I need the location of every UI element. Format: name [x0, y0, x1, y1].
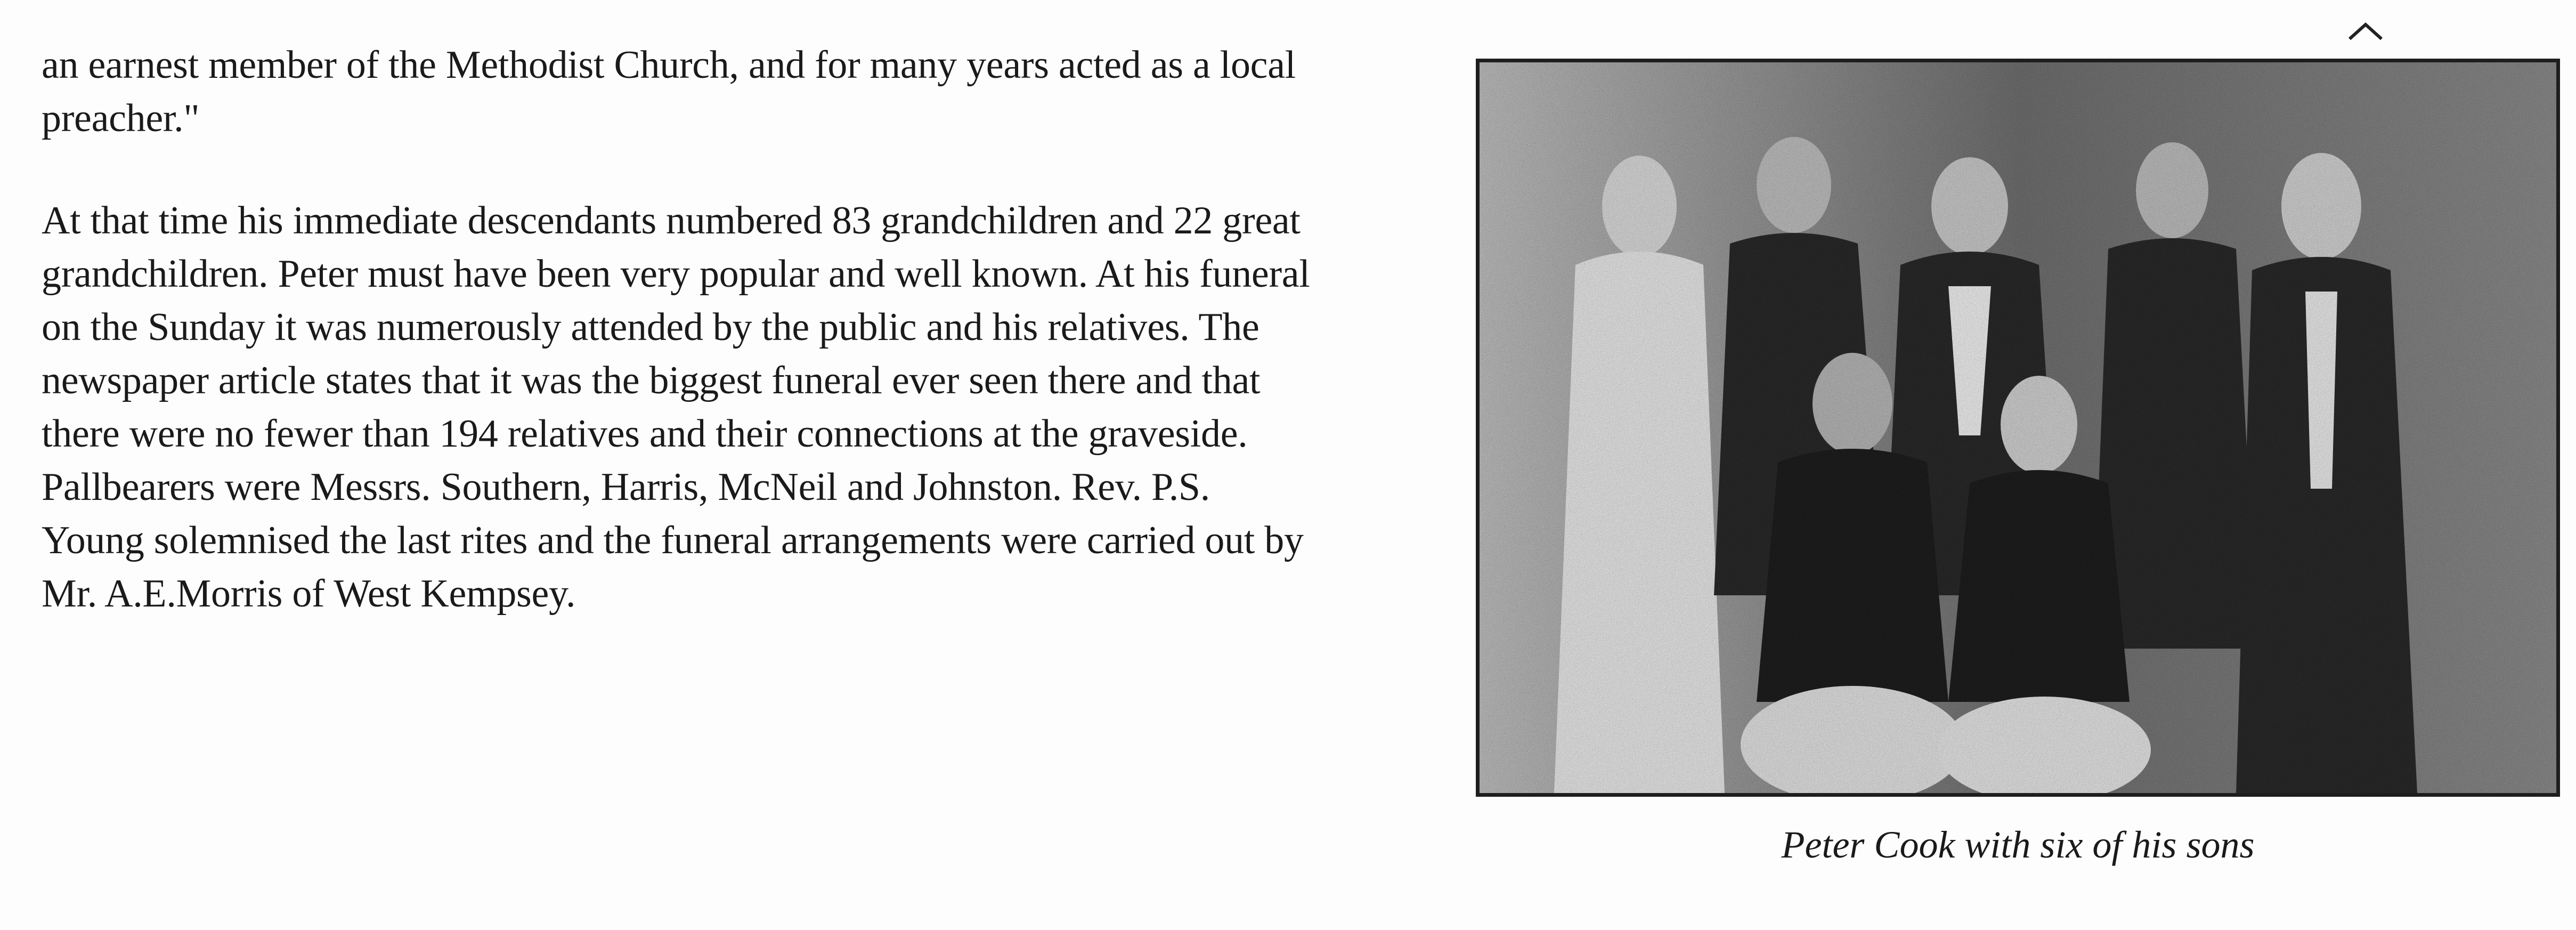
paragraph-2: [42, 194, 1469, 620]
text-line: an earnest member of the Methodist Church, and for many years acted as a local: [42, 43, 1296, 87]
text-line: grandchildren. Peter must have been very popular and well known. At his funeral: [42, 252, 1310, 296]
text-line: Pallbearers were Messrs. Southern, Harris, McNeil and Johnston. Rev. P.S.: [42, 465, 1210, 509]
photograph-illustration: [1480, 62, 2556, 793]
group-photograph: [1476, 59, 2560, 797]
chevron-up-icon: [2347, 20, 2384, 42]
text-line: there were no fewer than 194 relatives and their connections at the graveside.: [42, 412, 1248, 456]
text-line: preacher.": [42, 96, 200, 140]
text-line: newspaper article states that it was the biggest funeral ever seen there and that: [42, 359, 1261, 402]
photo-caption: Peter Cook with six of his sons: [1781, 823, 2255, 866]
paragraph-1: [42, 38, 1469, 145]
text-line: on the Sunday it was numerously attended by the public and his relatives. The: [42, 305, 1259, 349]
body-text: [42, 38, 1469, 620]
text-line: Young solemnised the last rites and the funeral arrangements were carried out by: [42, 519, 1304, 562]
text-line: Mr. A.E.Morris of West Kempsey.: [42, 572, 576, 616]
text-line: At that time his immediate descendants numbered 83 grandchildren and 22 great: [42, 199, 1301, 242]
